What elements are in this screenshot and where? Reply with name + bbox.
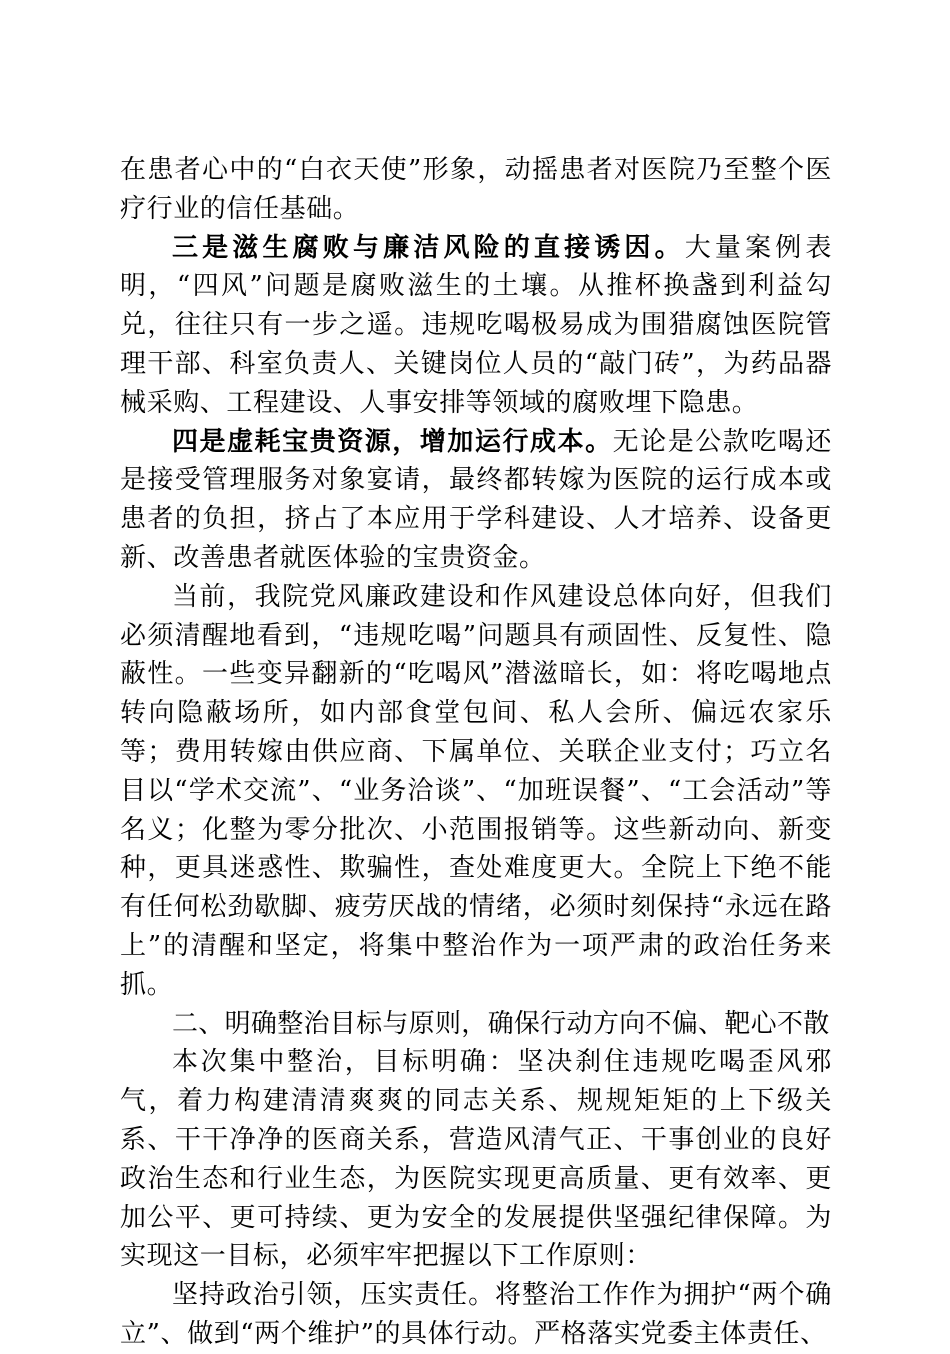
paragraph-text: 当前，我院党风廉政建设和作风建设总体向好，但我们必须清醒地看到，“违规吃喝”问题具有顽固性、反复性、隐蔽性。一些变异翻新的“吃喝风”潜滋暗长，如：将吃喝地点转向隐蔽场所，如内部食堂包间、私人会所、偏远农家乐等；费用转嫁由供应商、下属单位、关联企业支付；巧立名目以“学术交流”、“业务洽谈”、“加班误餐”、“工会活动”等名义；化整为零分批次、小范围报销等。这些新动向、新变种，更具迷惑性、欺骗性，查处难度更大。全院上下绝不能有任何松劲歇脚、疲劳厌战的情绪，必须时刻保持“永远在路上”的清醒和坚定，将集中整治作为一项严肃的政治任务来抓。: [120, 581, 832, 1000]
paragraph-text: 大量案例表明，“四风”问题是腐败滋生的土壤。从推杯换盏到利益勾兑，往往只有一步之遥。违规吃喝极易成为围猎腐蚀医院管理干部、科室负责人、关键岗位人员的“敲门砖”，为药品器械采购、工程建设、人事安排等领域的腐败埋下隐患。: [120, 232, 832, 418]
paragraph-text: 坚持政治引领，压实责任。将整治工作作为拥护“两个确立”、做到“两个维护”的具体行动。严格落实党委主体责任、: [120, 1280, 832, 1349]
paragraph-text: 本次集中整治，目标明确：坚决刹住违规吃喝歪风邪气，着力构建清清爽爽的同志关系、规规矩矩的上下级关系、干干净净的医商关系，营造风清气正、干事创业的良好政治生态和行业生态，为医院实现更高质量、更有效率、更加公平、更可持续、更为安全的发展提供坚强纪律保障。为实现这一目标，必须牢牢把握以下工作原则：: [120, 1047, 832, 1272]
body-paragraph-4: [120, 578, 832, 1005]
body-paragraph-6: [120, 1276, 832, 1354]
body-paragraph-5: [120, 1043, 832, 1276]
paragraph-lead: 三是滋生腐败与廉洁风险的直接诱因。: [172, 232, 685, 263]
paragraph-lead: 四是虚耗宝贵资源，增加运行成本。: [172, 426, 613, 457]
paragraph-text: 在患者心中的“白衣天使”形象，动摇患者对医院乃至整个医疗行业的信任基础。: [120, 155, 832, 224]
body-paragraph-3: [120, 423, 832, 578]
paragraph-text: 无论是公款吃喝还是接受管理服务对象宴请，最终都转嫁为医院的运行成本或患者的负担，挤占了本应用于学科建设、人才培养、设备更新、改善患者就医体验的宝贵资金。: [120, 426, 832, 573]
body-paragraph-1: [120, 151, 832, 229]
document-page: [120, 151, 832, 1354]
section-heading: 二、明确整治目标与原则，确保行动方向不偏、靶心不散: [172, 1008, 830, 1039]
body-paragraph-2: [120, 229, 832, 423]
